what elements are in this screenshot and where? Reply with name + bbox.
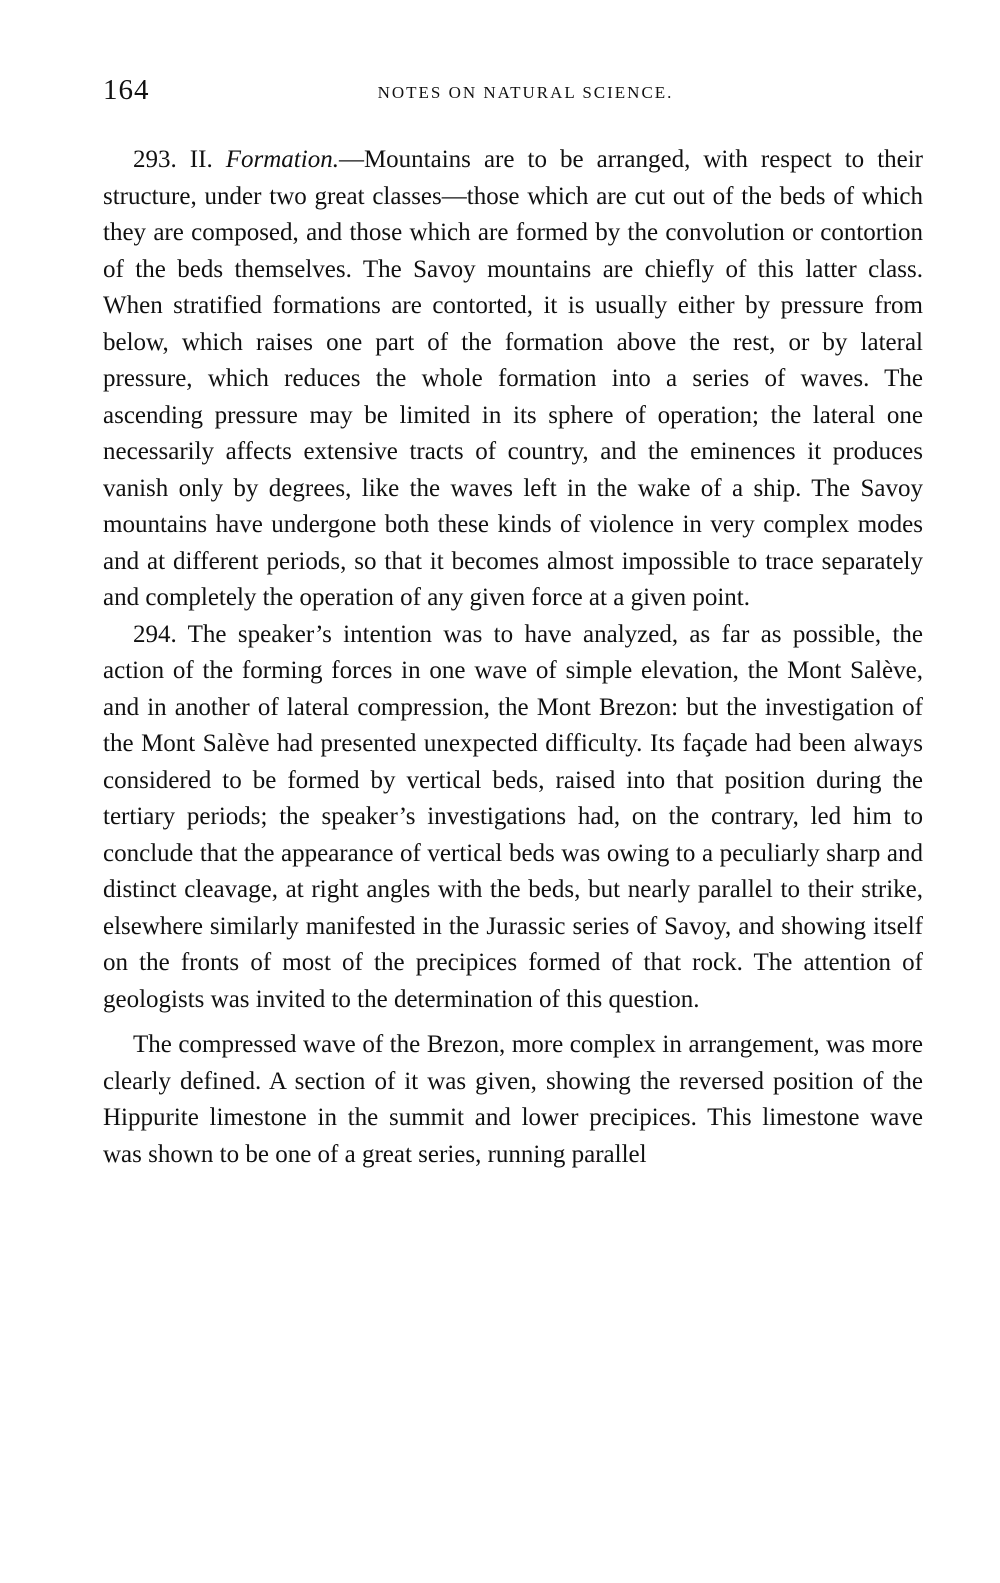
page-header <box>103 74 923 114</box>
paragraph-293 <box>103 142 923 617</box>
paragraph-294: 294. The speaker’s intention was to have analyzed, as far as possible, the action of the forming forces in one wave of simple elevation, the Mont Salève, and in another of lateral compression, the Mont Brezon: but the investigation of the Mont Salève had presented unexpected difficulty. Its façade had been always considered to be formed by vertical beds, raised into that position during the tertiary periods; the speaker’s investigations had, on the contrary, led him to conclude that the appearance of vertical beds was owing to a peculiarly sharp and distinct cleavage, at right angles with the beds, but nearly parallel to their strike, elsewhere similarly manifested in the Jurassic series of Savoy, and showing itself on the fronts of most of the precipices formed of that rock. The attention of geologists was invited to the determination of this question. <box>103 620 923 1013</box>
paragraph-number: 293. II. <box>133 146 226 173</box>
paragraph-text: —Mountains are to be arranged, with respect to their structure, under two great classes—those which are cut out of the beds of which they are composed, and those which are formed by the convolution or contortion of the beds themselves. The Savoy mountains are chiefly of this latter class. When stratified formations are contorted, it is usually either by pressure from below, which raises one part of the formation above the rest, or by lateral pressure, which reduces the whole formation into a series of waves. The ascending pressure may be limited in its sphere of operation; the lateral one necessarily affects extensive tracts of country, and the eminences it produces vanish only by degrees, like the waves left in the wake of a ship. The Savoy mountains have undergone both these kinds of violence in very complex modes and at different periods, so that it becomes almost impossible to trace separately and completely the operation of any given force at a given point. <box>103 146 924 611</box>
page-number: 164 <box>103 74 150 106</box>
paragraph-brezon: The compressed wave of the Brezon, more complex in arrangement, was more clearly defined. A section of it was given, showing the reversed position of the Hippurite limestone in the summit and lower precipices. This limestone wave was shown to be one of a great series, running parallel <box>103 1031 923 1168</box>
body-text <box>103 142 923 1173</box>
running-head: NOTES ON NATURAL SCIENCE. <box>377 83 674 102</box>
section-title: Formation. <box>225 146 339 173</box>
